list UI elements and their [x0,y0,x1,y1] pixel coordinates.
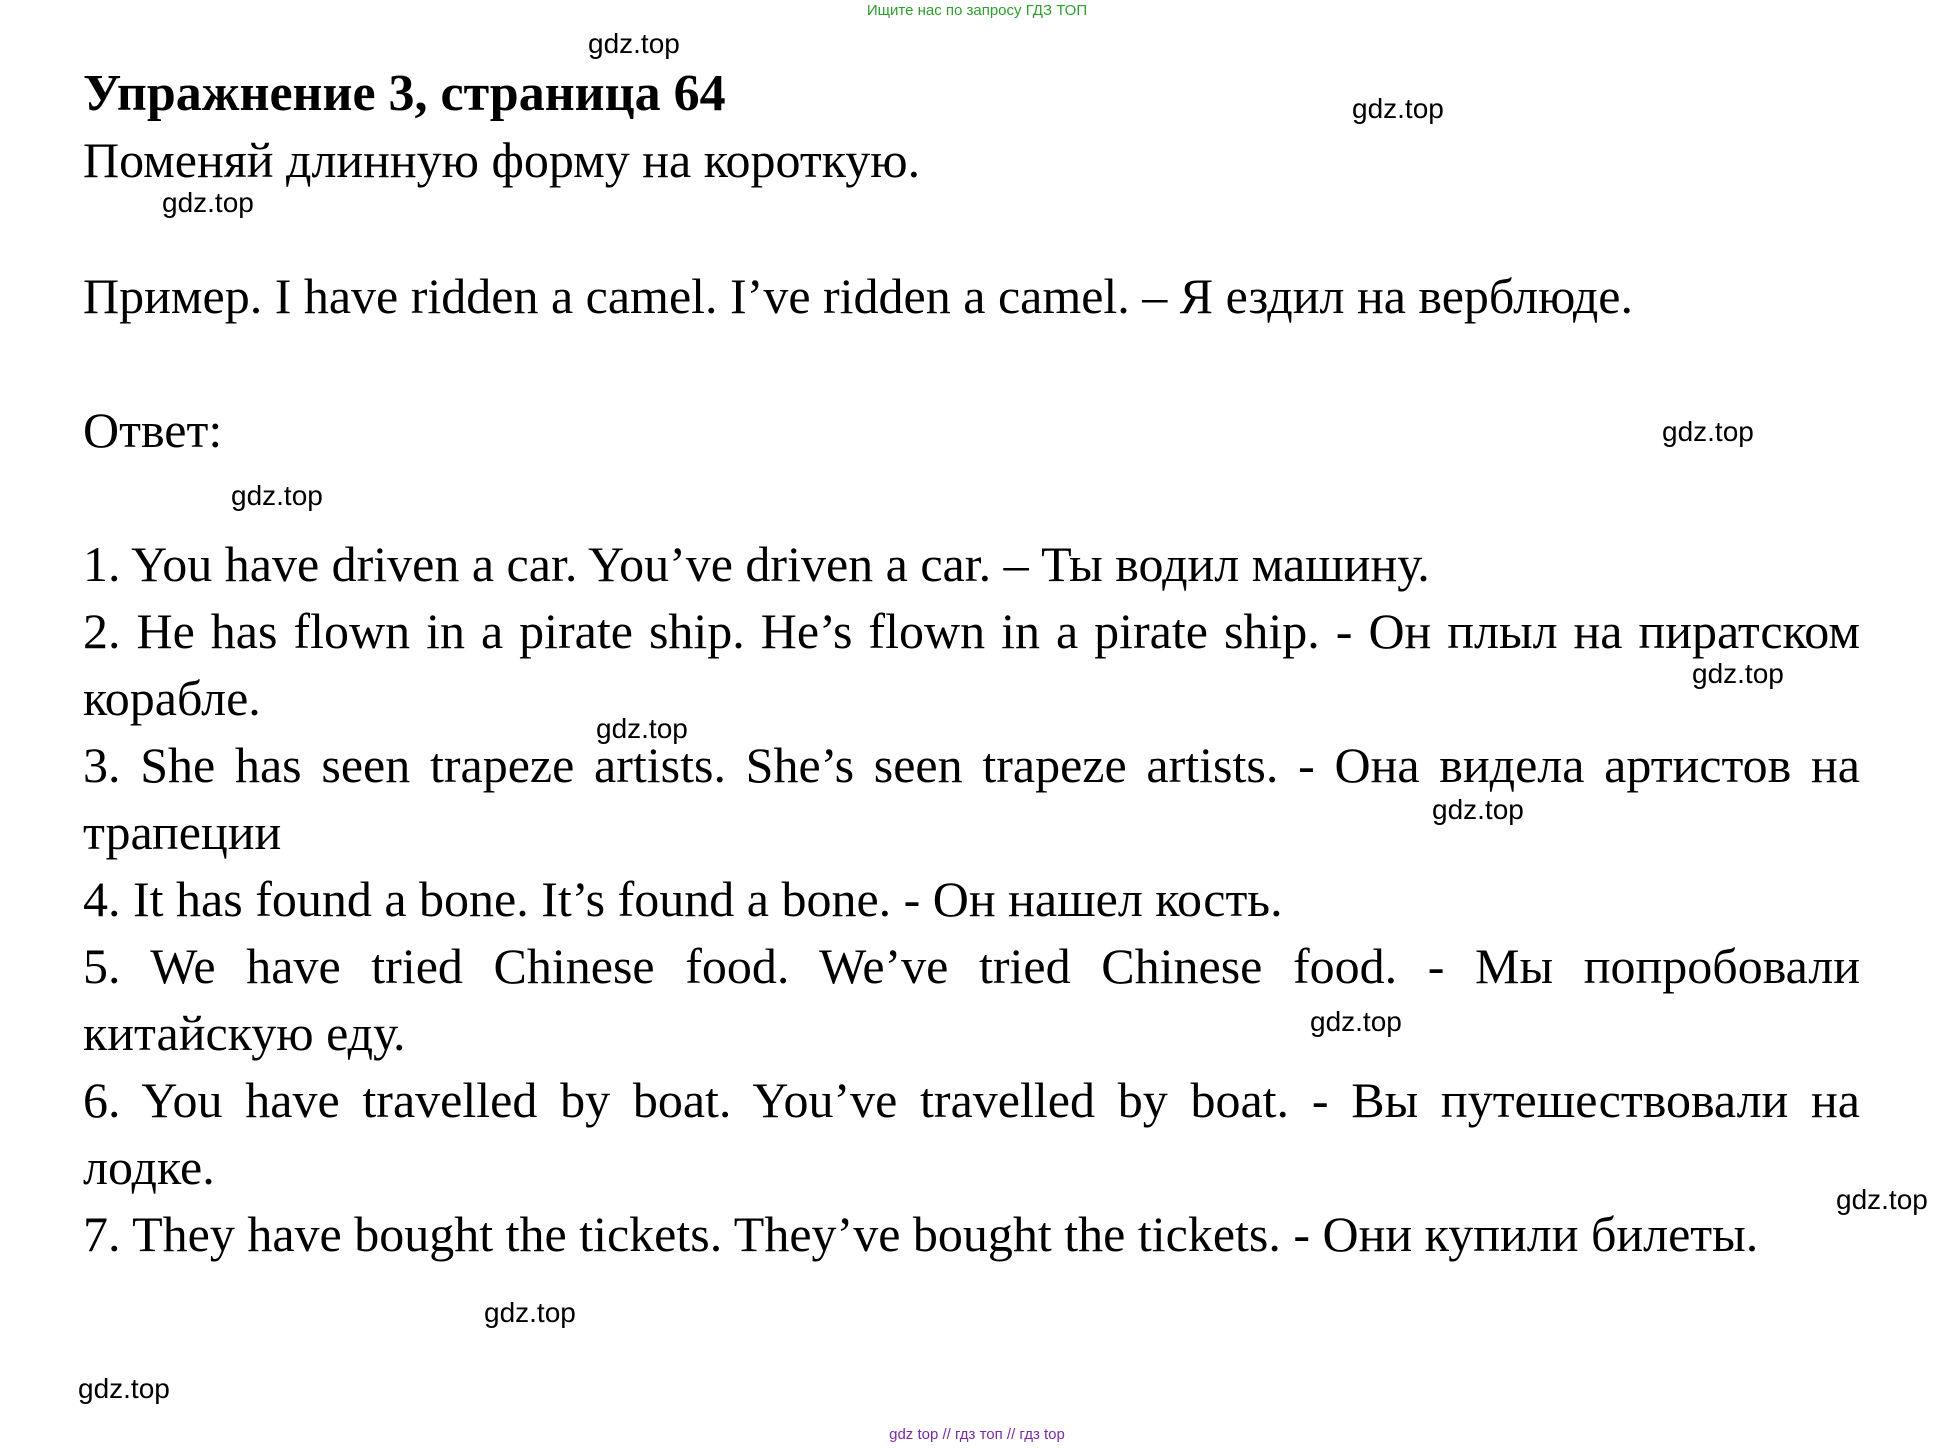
header-search-note: Ищите нас по запросу ГДЗ ТОП [866,2,1088,19]
watermark: gdz.top [1352,93,1444,124]
answer-item-7: 7. They have bought the tickets. They’ve bought the tickets. - Они купили билеты. [83,1206,1759,1262]
answer-label: Ответ: [83,402,223,458]
watermark: gdz.top [162,187,254,218]
answer-item-4: 4. It has found a bone. It’s found a bone. - Он нашел кость. [83,871,1283,927]
exercise-title: Упражнение 3, страница 64 [83,65,726,122]
exercise-instruction: Поменяй длинную форму на короткую. [83,132,921,188]
watermark: gdz.top [1432,794,1524,825]
watermark: gdz.top [78,1373,170,1404]
watermark: gdz.top [1692,658,1784,689]
watermark: gdz.top [484,1297,576,1328]
watermark: gdz.top [1662,416,1754,447]
answer-list [83,531,1860,1268]
watermark: gdz.top [588,28,680,59]
footer-note: gdz top // гдз топ // гдз top [889,1426,1065,1443]
answer-item-1: 1. You have driven a car. You’ve driven a car. – Ты водил машину. [83,536,1430,592]
watermark: gdz.top [1836,1184,1928,1215]
exercise-content [83,62,1860,1268]
answer-item-2: 2. He has flown in a pirate ship. He’s flown in a pirate ship. - Он плыл на пиратском корабле. [83,603,1860,726]
watermark: gdz.top [596,713,688,744]
watermark: gdz.top [231,480,323,511]
answer-item-3: 3. She has seen trapeze artists. She’s seen trapeze artists. - Она видела артистов на трапеции [83,737,1860,860]
watermark: gdz.top [1310,1006,1402,1037]
answer-item-5: 5. We have tried Chinese food. We’ve tried Chinese food. - Мы попробовали китайскую еду. [83,938,1860,1061]
answer-item-6: 6. You have travelled by boat. You’ve travelled by boat. - Вы путешествовали на лодке. [83,1072,1860,1195]
exercise-example: Пример. I have ridden a camel. I’ve ridden a camel. – Я ездил на верблюде. [83,268,1633,324]
